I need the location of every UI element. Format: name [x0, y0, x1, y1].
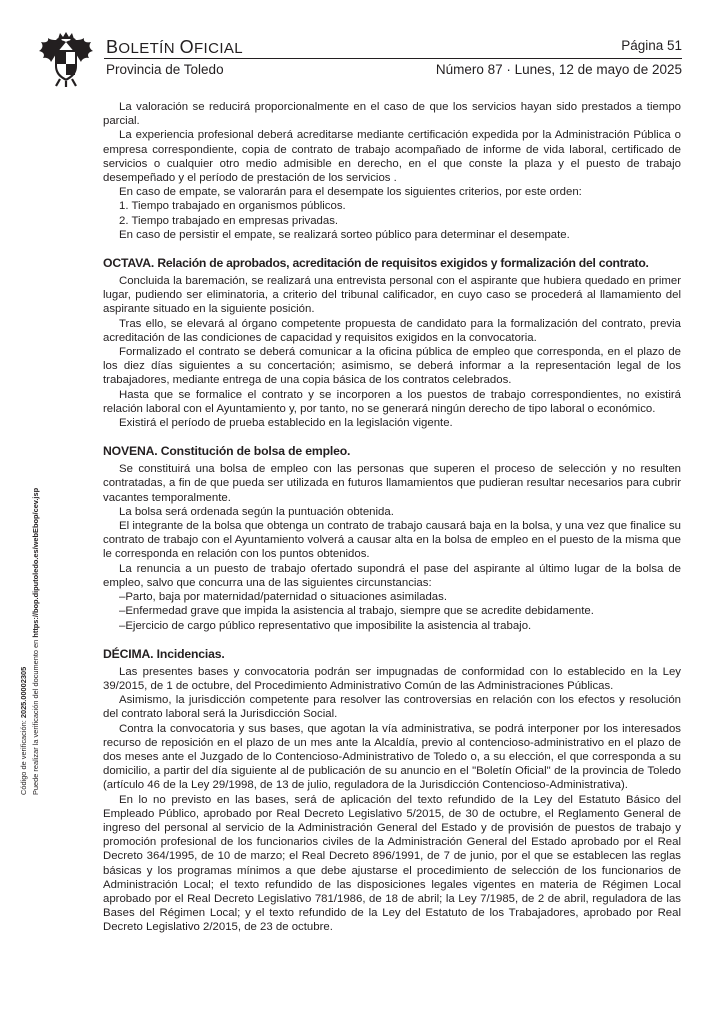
list-item: –Enfermedad grave que impida la asistencia al trabajo, siempre que se acredite debidamente. — [119, 605, 594, 618]
paragraph: El integrante de la bolsa que obtenga un contrato de trabajo causará baja en la bolsa, y una vez que finalice su contrato de trabajo con el Ayuntamiento volverá a causar alta en la bolsa de empleo en el puesto de la misma que le corresponda en relación con los puntos obtenidos. — [103, 520, 681, 561]
paragraph: En lo no previsto en las bases, será de aplicación del texto refundido de la Ley del Estatuto Básico del Empleado Público, aprobado por Real Decreto Legislativo 5/2015, de 30 de octubre, el Reglamento General de ingreso del personal al servicio de la Administración General del Estado y de provisión de puestos de trabajo y promoción profesional de los funcionarios civiles de la Administración General del Estado aprobado por el Real Decreto 364/1995, de 10 de marzo; el Real Decreto 896/1991, de 7 de junio, por el que se establecen las reglas básicas y los programas mínimos a que debe ajustarse el procedimiento de selección de los funcionarios de Administración Local; el texto refundido de las disposiciones legales vigentes en materia de Régimen Local aprobado por el Real Decreto Legislativo 781/1986, de 18 de abril; la Ley 7/1985, de 2 de abril, reguladora de las Bases del Régimen Local; y el texto refundido de la Ley del Estatuto de los Trabajadores, aprobado por Real Decreto Legislativo 2/2015, de 23 de octubre. — [103, 793, 681, 934]
paragraph: Se constituirá una bolsa de empleo con las personas que superen el proceso de selección y no resulten contratadas, a fin de que pueda ser utilizada en futuros llamamientos que pudieran resultar necesarios para cubrir vacantes temporalmente. — [103, 463, 681, 504]
verification-link[interactable]: https://bop.diputoledo.es/webEbop/cev.jsp — [31, 487, 40, 638]
paragraph: La bolsa será ordenada según la puntuación obtenida. — [119, 505, 394, 518]
verification-url-line — [30, 488, 42, 795]
section-title: Relación de aprobados, acreditación de requisitos exigidos y formalización del contrato. — [157, 256, 649, 271]
header-divider — [104, 58, 682, 59]
page-number: Página 51 — [621, 38, 682, 53]
list-item: 2. Tiempo trabajado en empresas privadas. — [119, 214, 339, 227]
paragraph: Existirá el período de prueba establecido en la legislación vigente. — [119, 417, 453, 430]
paragraph: Contra la convocatoria y sus bases, que agotan la vía administrativa, se podrá interponer por los interesados recurso de reposición en el plazo de un mes ante la Alcaldía, previo al contencioso-administrativo en el plazo de dos meses ante el Juzgado de lo Contencioso-Administrativo de Toledo o, a su elección, el que corresponda a su domicilio, a partir del día siguiente al de publicación de su anuncio en el "Boletín Oficial" de la provincia de Toledo (artículo 46 de la Ley 29/1998, de 13 de julio, reguladora de la Jurisdicción Contencioso-Administrativa). — [103, 722, 681, 792]
paragraph: En caso de empate, se valorarán para el desempate los siguientes criterios, por este orden: — [119, 186, 582, 199]
section-title: Constitución de bolsa de empleo. — [160, 444, 351, 459]
list-item: 1. Tiempo trabajado en organismos públicos. — [119, 200, 346, 213]
verification-code: 2025.00002305 — [19, 666, 28, 719]
paragraph: Las presentes bases y convocatoria podrán ser impugnadas de conformidad con lo establecido en la Ley 39/2015, de 1 de octubre, del Procedimiento Administrativo Común de las Administraciones Públicas. — [103, 665, 681, 692]
verification-line — [18, 488, 30, 795]
section-heading-octava — [103, 256, 681, 271]
bulletin-title: BOLETÍN OFICIAL — [106, 37, 244, 57]
section-heading-decima — [103, 647, 681, 662]
paragraph: Tras ello, se elevará al órgano competente propuesta de candidato para la formalización del contrato, previa acreditación de las condiciones de capacidad y requisitos exigidos en la convocatoria. — [103, 317, 681, 344]
paragraph: La experiencia profesional deberá acreditarse mediante certificación expedida por la Administración Pública o empresa correspondiente, copia de contrato de trabajo acompañado de informe de vida laboral, certificado de servicios o cualquier otro medio admisible en derecho, en el que conste la plaza y el puesto de trabajo desempeñado y el período de prestación de los servicios . — [103, 129, 681, 185]
province-name: Provincia de Toledo — [106, 62, 224, 77]
paragraph: Concluida la baremación, se realizará una entrevista personal con el aspirante que hubiera quedado en primer lugar, pudiendo ser eliminatoria, a criterio del tribunal calificador, en cuyo caso se procederá al llamamiento del aspirante situado en la siguiente posición. — [103, 275, 681, 316]
section-number: DÉCIMA. — [103, 646, 154, 661]
paragraph: La valoración se reducirá proporcionalmente en el caso de que los servicios hayan sido prestados a tiempo parcial. — [103, 101, 681, 128]
verification-sidebar — [18, 487, 50, 811]
document-body — [103, 100, 681, 935]
paragraph: Hasta que se formalice el contrato y se incorporen a los puestos de trabajo correspondientes, no existirá relación laboral con el Ayuntamiento y, por tanto, no se generará ningún derecho de tipo laboral o económico. — [103, 388, 681, 415]
list-item: –Parto, baja por maternidad/paternidad o situaciones asimiladas. — [119, 591, 447, 604]
verification-text: Puede realizar la verificación del documento en — [31, 639, 40, 795]
list-item: –Ejercicio de cargo público representativo que imposibilite la asistencia al trabajo. — [119, 619, 532, 632]
section-heading-novena — [103, 444, 681, 459]
paragraph: En caso de persistir el empate, se realizará sorteo público para determinar el desempate. — [119, 228, 570, 241]
section-number: NOVENA. — [103, 444, 158, 459]
section-title: Incidencias. — [156, 646, 225, 661]
province-crest-logo — [38, 30, 94, 88]
paragraph: Asimismo, la jurisdicción competente para resolver las controversias en relación con los efectos y resolución del contrato laboral será la Jurisdicción Social. — [103, 694, 681, 721]
verification-label: Código de verificación: — [19, 720, 28, 795]
paragraph: Formalizado el contrato se deberá comunicar a la oficina pública de empleo que corresponda, en el plazo de los diez días siguientes a su concertación; asimismo, se deberá informar a la representación legal de los trabajadores, mediante entrega de una copia básica de los contratos celebrados. — [103, 346, 681, 387]
paragraph: La renuncia a un puesto de trabajo ofertado supondrá el pase del aspirante al último lugar de la bolsa de empleo, salvo que concurra una de las siguientes circunstancias: — [103, 562, 681, 589]
issue-date: Número 87 · Lunes, 12 de mayo de 2025 — [435, 62, 682, 77]
section-number: OCTAVA. — [103, 256, 155, 271]
